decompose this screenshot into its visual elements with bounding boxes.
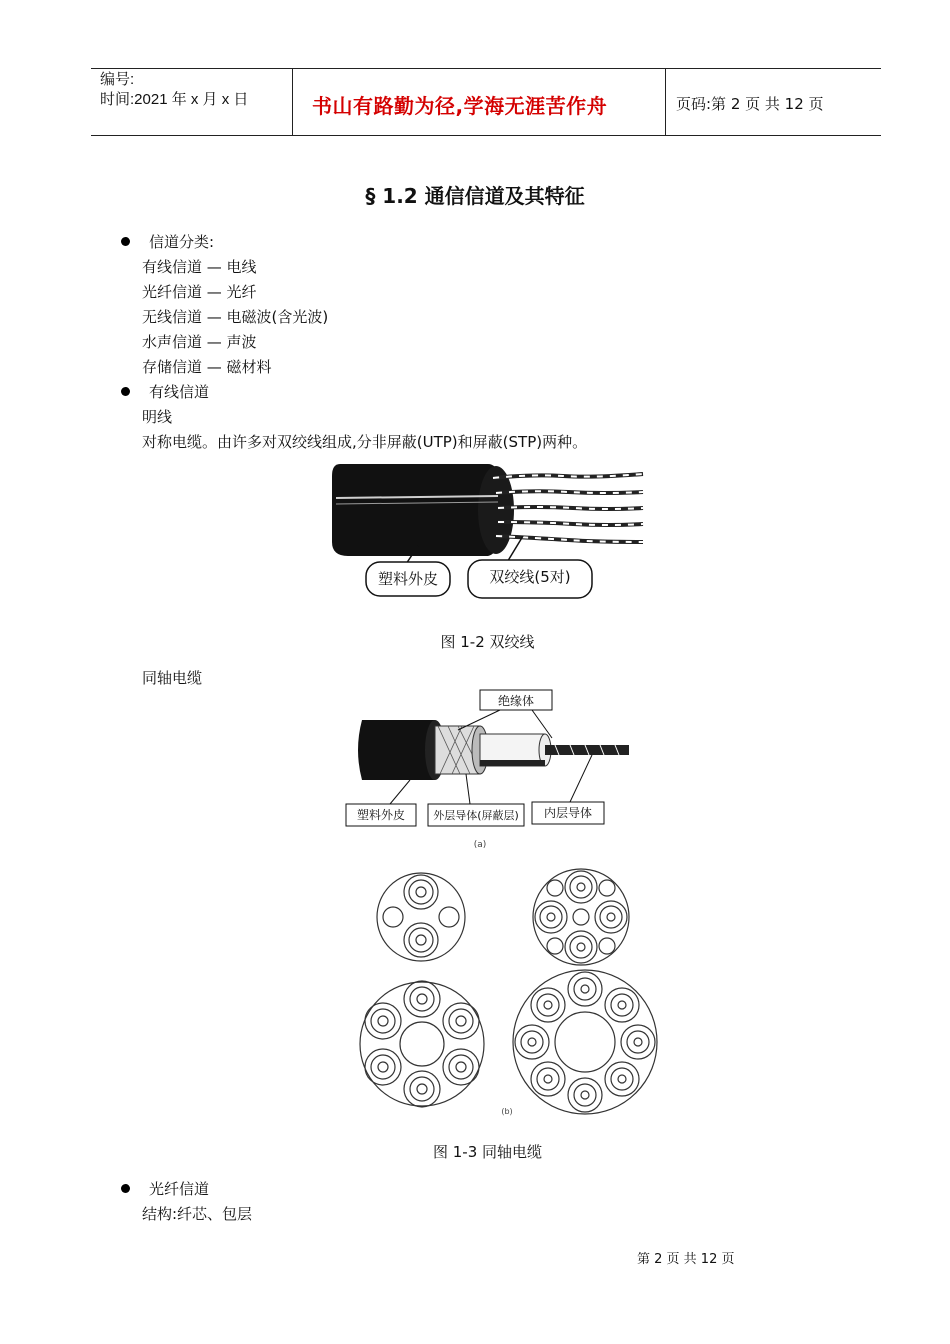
- section-title: § 1.2 通信信道及其特征: [365, 184, 585, 208]
- page-footer: 第 2 页 共 12 页: [637, 1252, 735, 1267]
- bullet-icon: [121, 1184, 130, 1193]
- bullet-channel-classification: 信道分类:: [149, 233, 215, 251]
- class-line: 存储信道 — 磁材料: [142, 358, 272, 376]
- fiber-structure-text: 结构:纤芯、包层: [142, 1205, 253, 1223]
- figure-1-3-caption: 图 1-3 同轴电缆: [432, 1143, 543, 1161]
- coax-figure-a: [340, 686, 636, 852]
- coax-label: 同轴电缆: [142, 669, 203, 687]
- header-time: 时间:2021 年 x 月 x 日: [100, 91, 249, 108]
- twisted-pair-figure: [318, 456, 658, 602]
- class-line: 有线信道 — 电线: [142, 258, 257, 276]
- header-page-info: 页码:第 2 页 共 12 页: [676, 95, 824, 113]
- label-jacket: 塑料外皮: [356, 808, 406, 822]
- header-motto: 书山有路勤为径,学海无涯苦作舟: [312, 94, 608, 118]
- header-number: 编号:: [100, 71, 135, 88]
- label-outer-conductor: 外层导体(屏蔽层): [433, 809, 519, 822]
- class-line: 水声信道 — 声波: [142, 333, 257, 351]
- coax-figure-b: [359, 864, 661, 1120]
- header-top-border: [91, 68, 881, 69]
- header-meta: [100, 70, 248, 110]
- figure-1-2-caption: 图 1-2 双绞线: [440, 633, 535, 651]
- label-inner-conductor: 内层导体: [543, 806, 593, 820]
- symmetric-cable-text: 对称电缆。由许多对双绞线组成,分非屏蔽(UTP)和屏蔽(STP)两种。: [142, 433, 588, 451]
- bullet-fiber-channel: 光纤信道: [149, 1180, 210, 1198]
- bullet-icon: [121, 237, 130, 246]
- class-line: 无线信道 — 电磁波(含光波): [142, 308, 329, 326]
- bullet-wired-channel: 有线信道: [149, 383, 210, 401]
- class-line: 光纤信道 — 光纤: [142, 283, 257, 301]
- bullet-icon: [121, 387, 130, 396]
- open-wire-text: 明线: [142, 408, 173, 426]
- label-twisted-pairs: 双绞线(5对): [489, 568, 571, 586]
- header-divider: [665, 68, 666, 136]
- label-insulator: 绝缘体: [497, 694, 535, 708]
- sub-label-b: (b): [501, 1107, 513, 1116]
- sub-label-a: (a): [473, 840, 487, 850]
- header-bottom-border: [91, 135, 881, 136]
- label-jacket: 塑料外皮: [377, 570, 439, 588]
- header-divider: [292, 68, 293, 136]
